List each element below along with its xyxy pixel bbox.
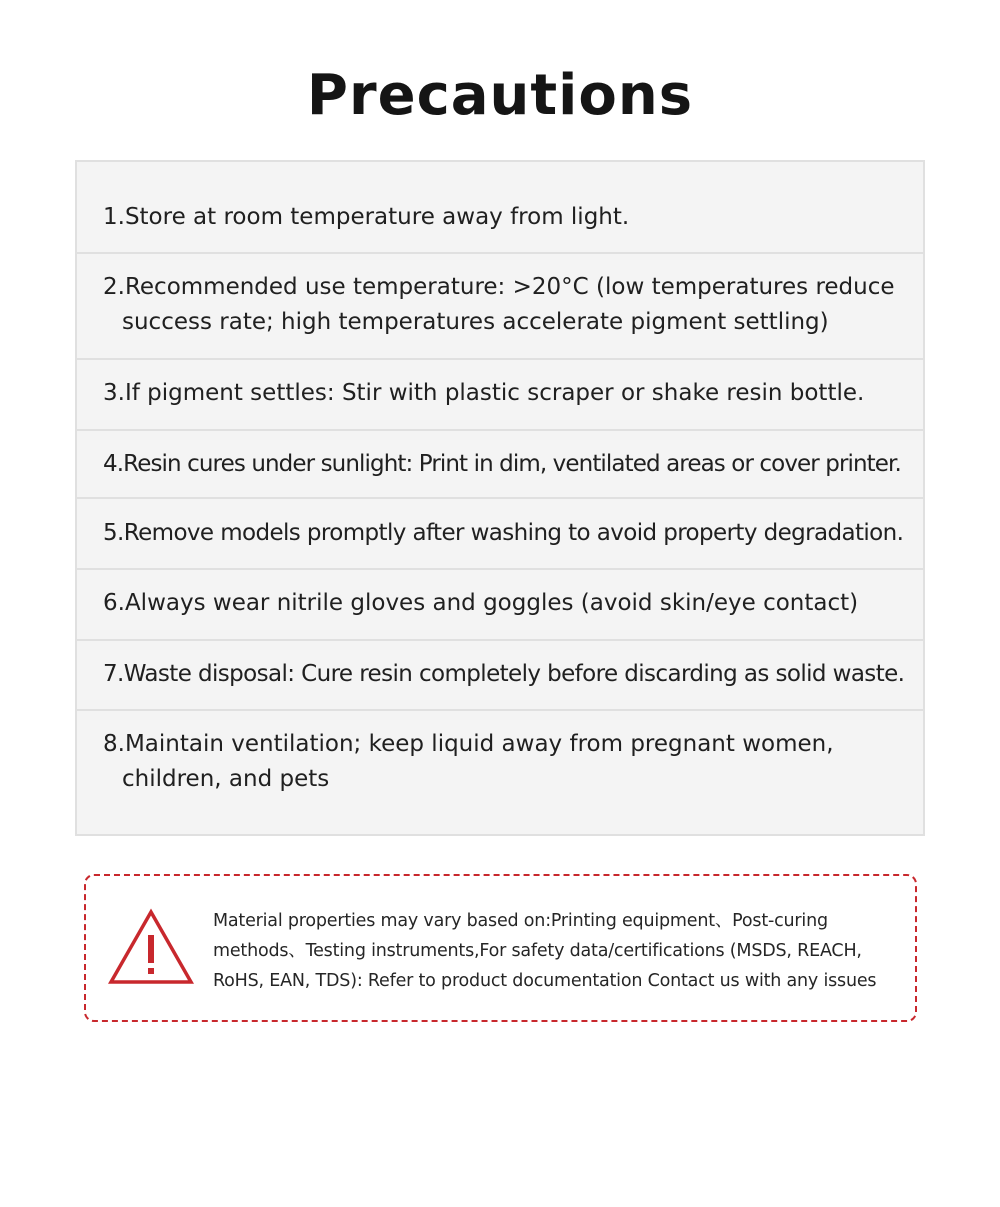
list-item-text: 4.Resin cures under sunlight: Print in dim, ventilated areas or cover printer. [103, 451, 901, 477]
list-item-text: 7.Waste disposal: Cure resin completely before discarding as solid waste. [103, 661, 905, 687]
list-item-text: 3.If pigment settles: Stir with plastic scraper or shake resin bottle. [103, 380, 865, 406]
list-item-text: 2.Recommended use temperature: >20°C (low temperatures reduce success rate; high temperatures accelerate pigment settling) [103, 274, 895, 335]
list-item-text: 8.Maintain ventilation; keep liquid away from pregnant women, children, and pets [103, 731, 834, 792]
list-item [77, 358, 923, 429]
list-item [77, 429, 923, 497]
notice-text: Material properties may vary based on:Printing equipment、Post-curing methods、Testing instruments,For safety data/certifications (MSDS, REACH, RoHS, EAN, TDS): Refer to product documentation Contact us with any issues [213, 911, 877, 991]
list-item-text: 5.Remove models promptly after washing to avoid property degradation. [103, 520, 904, 546]
precautions-list [75, 160, 925, 836]
list-item [77, 497, 923, 568]
page-title: Precautions [306, 63, 694, 128]
list-item [77, 162, 923, 252]
notice-box [84, 874, 917, 1022]
list-item [77, 709, 923, 834]
list-item [77, 568, 923, 639]
list-item [77, 639, 923, 709]
list-item-text: 1.Store at room temperature away from light. [103, 204, 630, 230]
warning-triangle-icon [108, 908, 194, 986]
list-item-text: 6.Always wear nitrile gloves and goggles (avoid skin/eye contact) [103, 590, 859, 616]
list-item [77, 252, 923, 358]
